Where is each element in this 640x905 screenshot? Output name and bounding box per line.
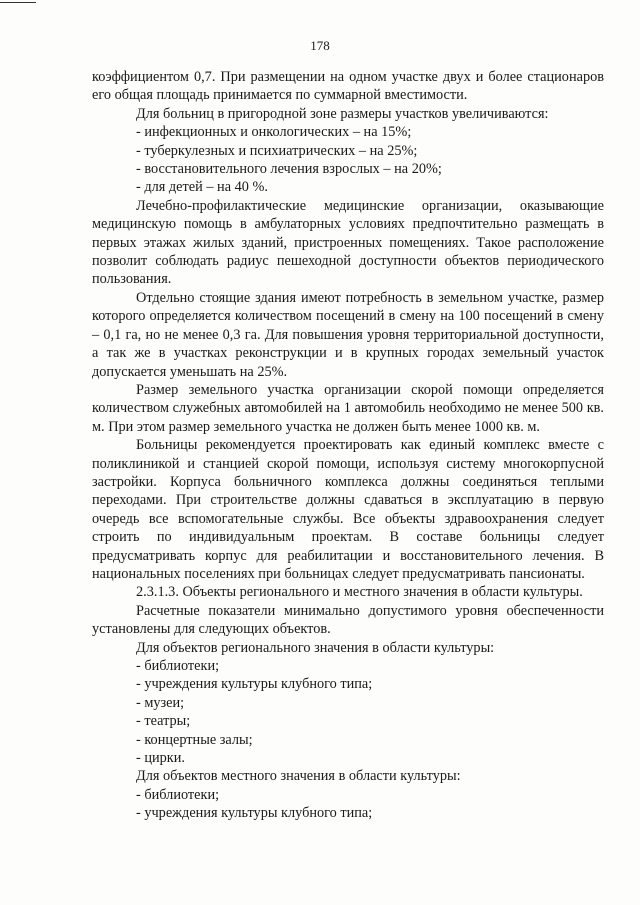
paragraph-hospital-complex: Больницы рекомендуется проектировать как единый комплекс вместе с поликлиникой и станцией скорой помощи, используя систему многокорпусной застройки. Корпуса больничного комплекса должны соединяться теплыми переходами. При строительстве должны сдаваться в эксплуатацию в первую очередь все вспомогательные службы. Все объекты здравоохранения следует строить по индивидуальным проектам. В составе больницы следует предусматривать корпус для реабилитации и восстановительного лечения. В национальных поселениях при больницах следует предусматривать пансионаты. xyxy=(92,437,604,582)
list-item: - библиотеки; xyxy=(136,658,220,674)
document-body xyxy=(92,68,604,823)
list-item: - туберкулезных и психиатрических – на 25%; xyxy=(136,142,418,159)
list-item: - цирки. xyxy=(136,750,185,767)
corner-rule xyxy=(0,2,36,3)
list-item: - театры; xyxy=(136,713,191,730)
list-item: - учреждения культуры клубного типа; xyxy=(136,676,373,693)
list-item: - восстановительного лечения взрослых – на 20%; xyxy=(136,161,442,178)
paragraph-local-culture: Для объектов местного значения в области культуры: xyxy=(136,768,461,785)
section-heading-culture: 2.3.1.3. Объекты регионального и местного значения в области культуры. xyxy=(136,584,583,601)
paragraph-ambulance: Размер земельного участка организации скорой помощи определяется количеством служебных автомобилей на 1 автомобиль необходимо не менее 500 кв. м. При этом размер земельного участка не должен быть менее 1000 кв. м. xyxy=(92,381,604,435)
list-item: - инфекционных и онкологических – на 15%; xyxy=(136,124,412,141)
list-item: - библиотеки; xyxy=(136,786,220,803)
list-item: - музеи; xyxy=(136,694,185,711)
paragraph-continuation: коэффициентом 0,7. При размещении на одном участке двух и более стационаров его общая площадь принимается по суммарной вместимости. xyxy=(92,69,604,104)
paragraph-outpatient: Лечебно-профилактические медицинские организации, оказывающие медицинскую помощь в амбулаторных условиях предпочтительно размещать в первых этажах жилых зданий, пристроенных помещениях. Такое расположение позволит соблюдать радиус пешеходной доступности объектов периодического пользования. xyxy=(92,197,604,288)
paragraph-standalone-buildings: Отдельно стоящие здания имеют потребность в земельном участке, размер которого определяется количеством посещений в смену на 100 посещений в смену – 0,1 га, но не менее 0,3 га. Для повышения уровня территориальной доступности, а так же в участках реконструкции и в крупных городах земельный участок допускается уменьшать на 25%. xyxy=(92,289,604,380)
list-item: - для детей – на 40 %. xyxy=(136,179,268,196)
list-item: - концертные залы; xyxy=(136,731,253,748)
list-item: - учреждения культуры клубного типа; xyxy=(136,805,373,822)
paragraph-indicators: Расчетные показатели минимально допустимого уровня обеспеченности установлены для следующих объектов. xyxy=(92,602,604,638)
paragraph-suburban-hospitals: Для больниц в пригородной зоне размеры участков увеличиваются: xyxy=(136,105,549,122)
paragraph-regional-culture: Для объектов регионального значения в области культуры: xyxy=(136,639,495,656)
page-number: 178 xyxy=(310,38,330,53)
